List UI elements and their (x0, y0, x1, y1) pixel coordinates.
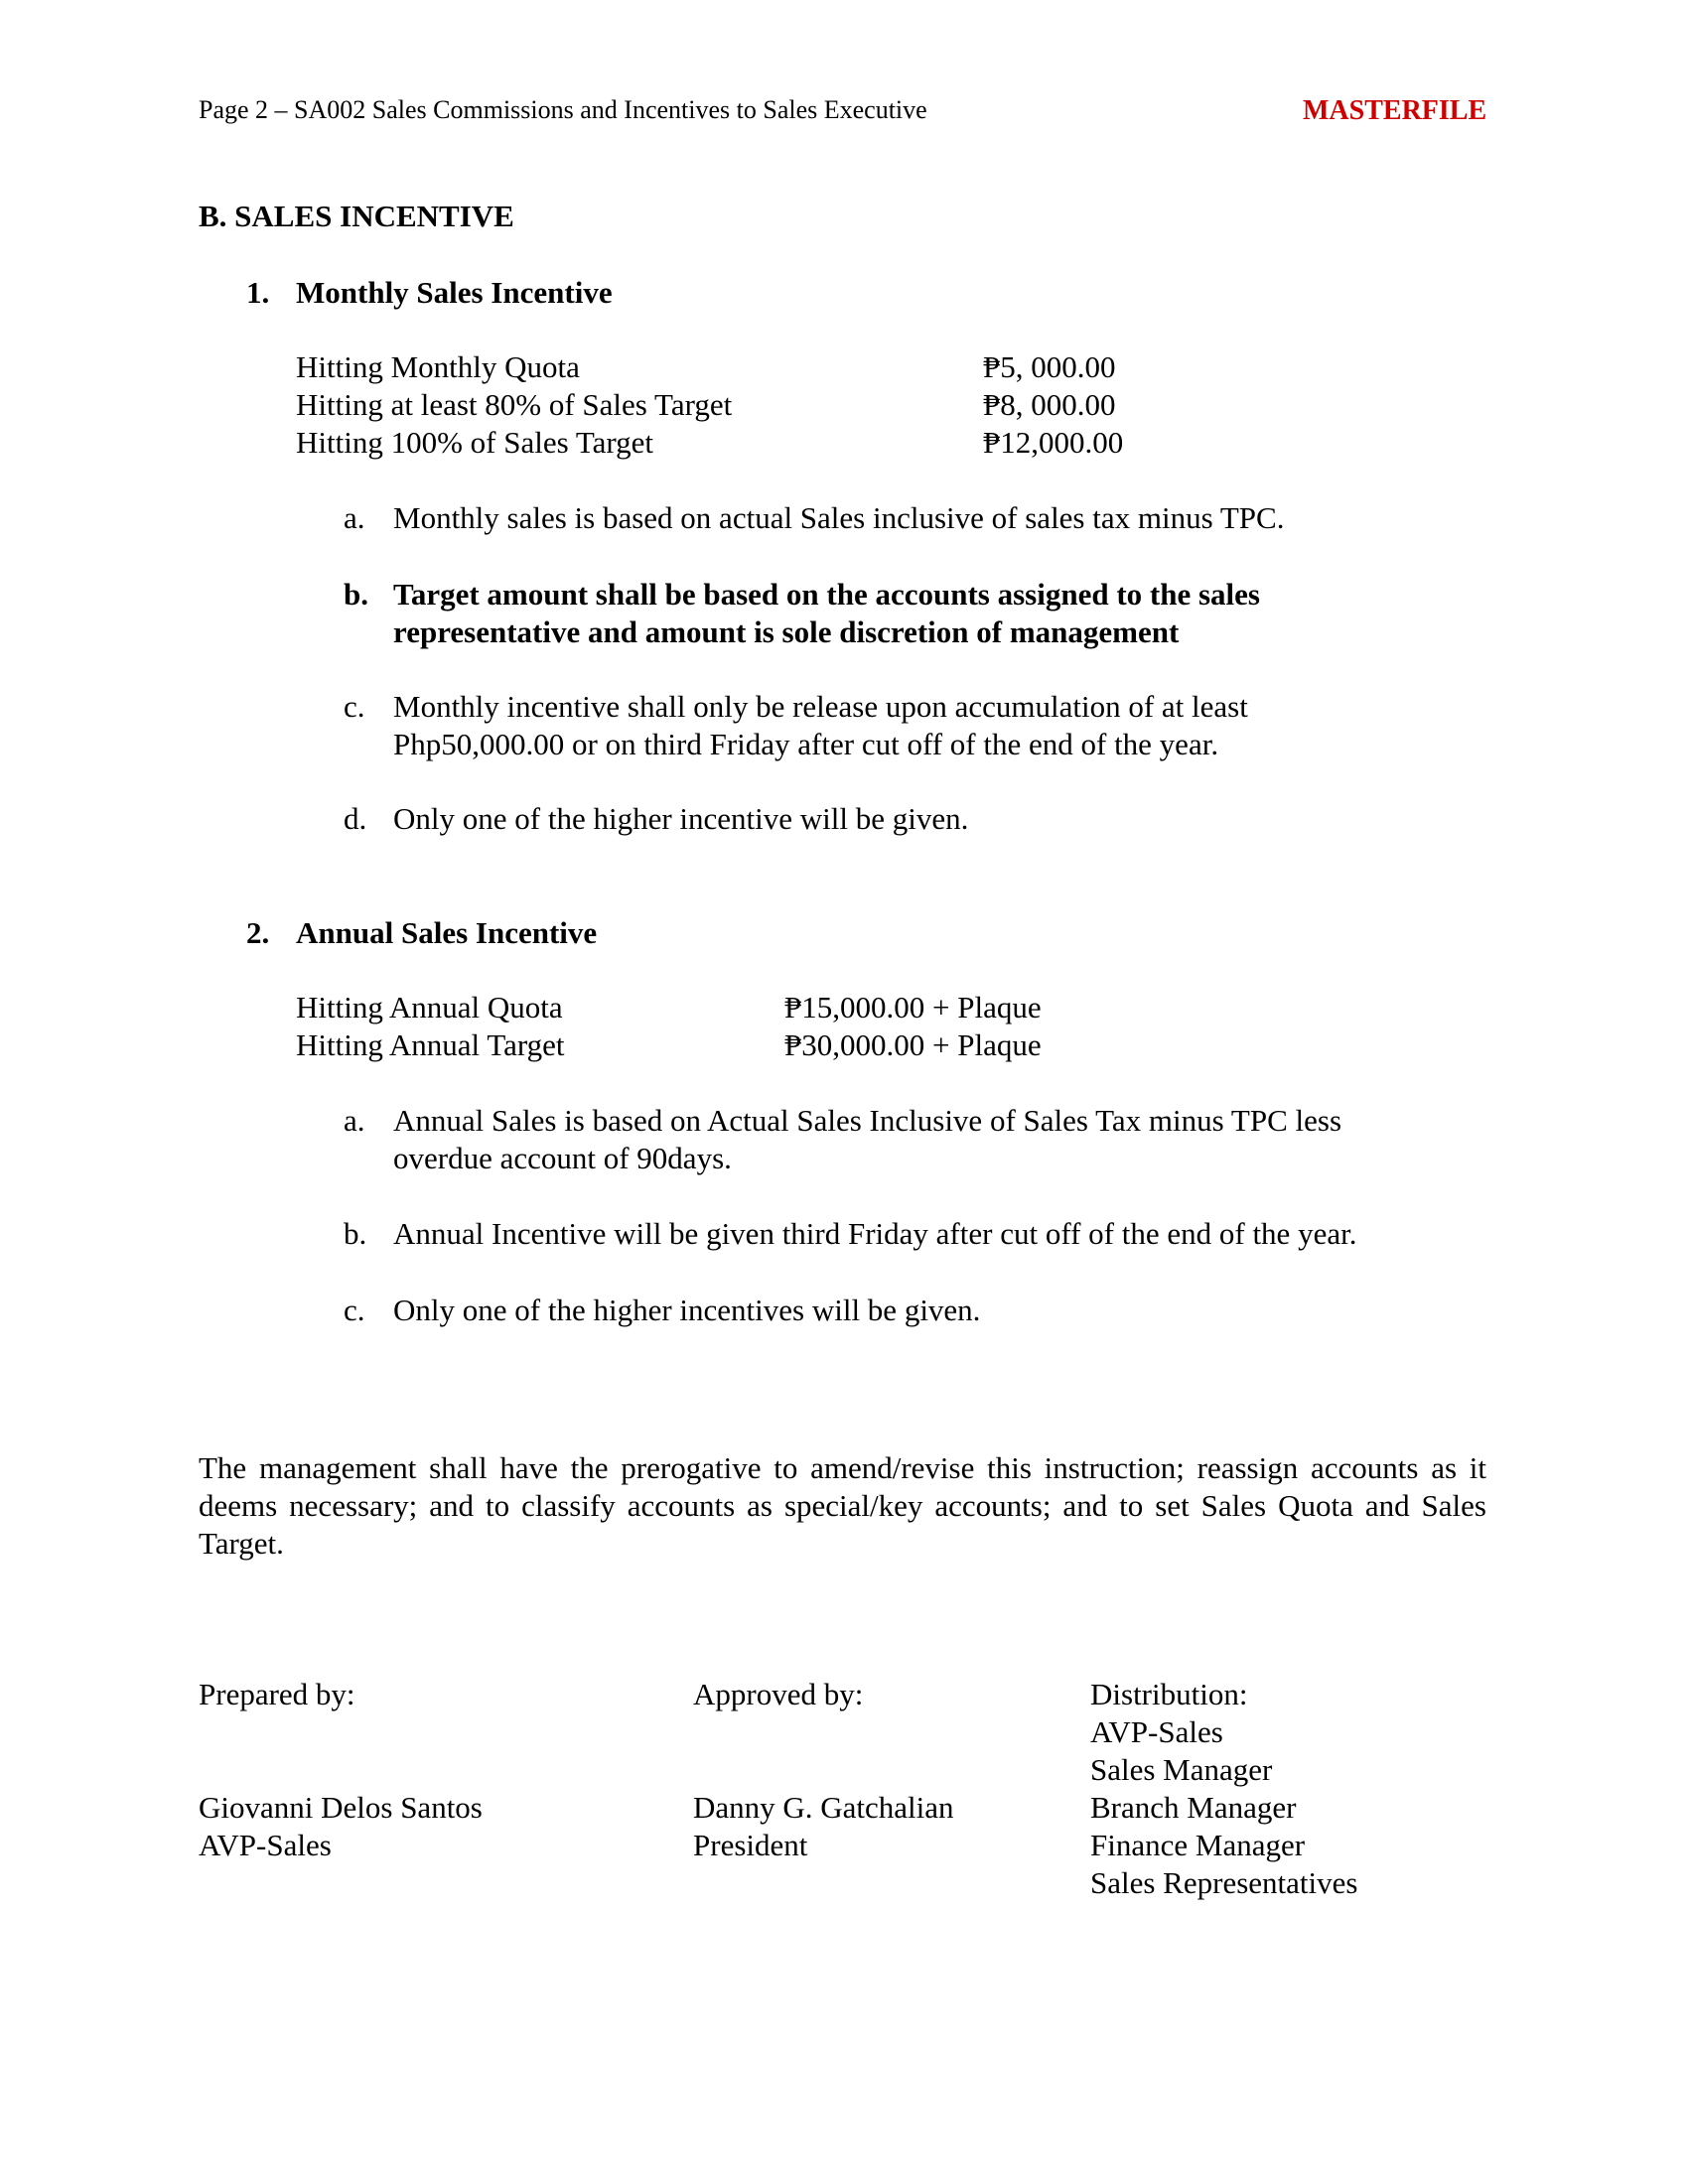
note-text-line1: Monthly incentive shall only be release upon accumulation of at least (393, 689, 1248, 724)
note-text-line2: Php50,000.00 or on third Friday after cut off of the end of the year. (393, 727, 1219, 761)
monthly-note-c (344, 688, 1476, 767)
distribution-label: Distribution: (1090, 1677, 1248, 1711)
note-text: Only one of the higher incentives will be given. (393, 1293, 981, 1327)
distribution-item: Sales Representatives (1090, 1865, 1358, 1900)
annual-note-a (344, 1102, 1495, 1181)
note-text-line2: representative and amount is sole discretion of management (393, 614, 1180, 649)
monthly-row-label: Hitting Monthly Quota (296, 349, 580, 384)
annual-note-b (344, 1215, 1495, 1255)
prepared-by-title: AVP-Sales (199, 1828, 332, 1862)
monthly-note-b (344, 576, 1476, 655)
masterfile-label: MASTERFILE (1303, 95, 1487, 126)
approved-by-title: President (693, 1828, 808, 1862)
note-text-line1: Target amount shall be based on the accounts assigned to the sales (393, 577, 1260, 612)
annual-note-c (344, 1292, 1495, 1331)
annual-heading-number: 2. (246, 915, 270, 950)
approved-by-name: Danny G. Gatchalian (693, 1790, 954, 1825)
page-header-title: Page 2 – SA002 Sales Commissions and Incentives to Sales Executive (199, 95, 927, 124)
approved-by-block (693, 1676, 954, 1864)
note-letter: b. (344, 577, 368, 612)
note-text-line2: overdue account of 90days. (393, 1141, 732, 1175)
distribution-item: AVP-Sales (1090, 1714, 1223, 1749)
note-text: Annual Incentive will be given third Friday after cut off of the end of the year. (393, 1216, 1357, 1251)
prepared-by-name: Giovanni Delos Santos (199, 1790, 483, 1825)
note-letter: b. (344, 1216, 367, 1251)
section-title: B. SALES INCENTIVE (199, 199, 514, 233)
annual-row-label: Hitting Annual Target (296, 1027, 565, 1062)
note-letter: d. (344, 801, 367, 836)
note-text-line1: Annual Sales is based on Actual Sales Inclusive of Sales Tax minus TPC less (393, 1103, 1342, 1138)
monthly-heading-number: 1. (246, 275, 270, 310)
annual-heading-text: Annual Sales Incentive (296, 915, 598, 950)
monthly-note-a (344, 499, 1476, 539)
note-text: Only one of the higher incentive will be given. (393, 801, 969, 836)
distribution-item: Sales Manager (1090, 1752, 1273, 1787)
note-text: Monthly sales is based on actual Sales inclusive of sales tax minus TPC. (393, 500, 1285, 535)
distribution-item: Finance Manager (1090, 1828, 1306, 1862)
note-letter: a. (344, 500, 365, 535)
monthly-row-label: Hitting 100% of Sales Target (296, 425, 654, 460)
monthly-row-amount: ₱5, 000.00 (983, 349, 1116, 384)
distribution-block (1090, 1676, 1357, 1902)
monthly-row-amount: ₱8, 000.00 (983, 387, 1116, 422)
monthly-note-d (344, 800, 1476, 840)
annual-row-label: Hitting Annual Quota (296, 990, 563, 1024)
note-letter: c. (344, 1293, 365, 1327)
note-letter: c. (344, 689, 365, 724)
prepared-by-block (199, 1676, 483, 1864)
monthly-row-amount: ₱12,000.00 (983, 425, 1124, 460)
distribution-item: Branch Manager (1090, 1790, 1297, 1825)
monthly-heading-text: Monthly Sales Incentive (296, 275, 613, 310)
monthly-row-label: Hitting at least 80% of Sales Target (296, 387, 733, 422)
annual-row-amount: ₱30,000.00 + Plaque (784, 1027, 1042, 1062)
annual-row-amount: ₱15,000.00 + Plaque (784, 990, 1042, 1024)
approved-by-label: Approved by: (693, 1677, 864, 1711)
management-paragraph: The management shall have the prerogative to amend/revise this instruction; reassign accounts as it deems necessary; and to classify accounts as special/key accounts; and to set Sales Quota and Sales Target. (199, 1450, 1486, 1561)
prepared-by-label: Prepared by: (199, 1677, 355, 1711)
note-letter: a. (344, 1103, 365, 1138)
